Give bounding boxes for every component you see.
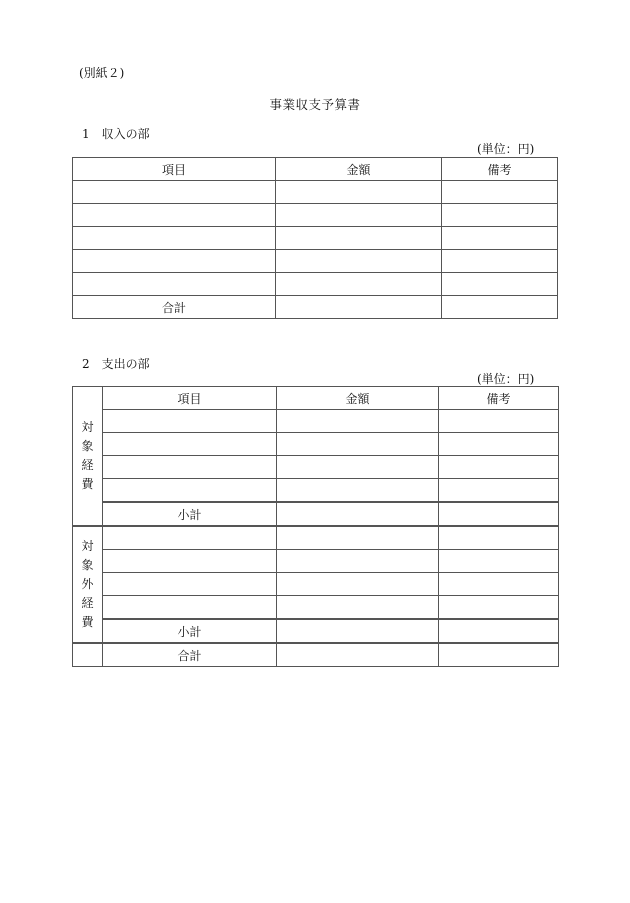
table-row bbox=[73, 479, 559, 503]
expense-remarks-cell[interactable] bbox=[439, 433, 559, 456]
income-header-row bbox=[73, 158, 558, 181]
expense-total-row bbox=[73, 643, 559, 667]
table-row bbox=[73, 596, 559, 620]
table-row bbox=[73, 526, 559, 550]
expense-item-cell[interactable] bbox=[103, 479, 277, 503]
income-header-amount: 金額 bbox=[276, 158, 442, 181]
table-row bbox=[73, 227, 558, 250]
table-row bbox=[73, 410, 559, 433]
expense-amount-cell[interactable] bbox=[277, 573, 439, 596]
income-item-cell[interactable] bbox=[73, 227, 276, 250]
income-item-cell[interactable] bbox=[73, 204, 276, 227]
category-char: 費 bbox=[81, 615, 94, 629]
income-header-item: 項目 bbox=[73, 158, 276, 181]
table-row bbox=[73, 181, 558, 204]
income-remarks-cell[interactable] bbox=[442, 204, 558, 227]
subtotal-remarks-cell[interactable] bbox=[439, 502, 559, 526]
expense-amount-cell[interactable] bbox=[277, 456, 439, 479]
income-header-remarks: 備考 bbox=[442, 158, 558, 181]
expense-header-item: 項目 bbox=[103, 387, 277, 410]
expense-remarks-cell[interactable] bbox=[439, 456, 559, 479]
subtotal-label: 小計 bbox=[103, 502, 277, 526]
income-total-label: 合計 bbox=[73, 296, 276, 319]
total-category-blank bbox=[73, 643, 103, 667]
income-remarks-cell[interactable] bbox=[442, 227, 558, 250]
expense-item-cell[interactable] bbox=[103, 433, 277, 456]
income-total-row bbox=[73, 296, 558, 319]
category-char: 外 bbox=[81, 577, 94, 591]
expense-total-amount-cell[interactable] bbox=[277, 643, 439, 667]
category-char: 経 bbox=[81, 458, 94, 472]
expense-remarks-cell[interactable] bbox=[439, 410, 559, 433]
income-total-remarks-cell[interactable] bbox=[442, 296, 558, 319]
expense-item-cell[interactable] bbox=[103, 573, 277, 596]
income-remarks-cell[interactable] bbox=[442, 181, 558, 204]
expense-total-label: 合計 bbox=[103, 643, 277, 667]
income-remarks-cell[interactable] bbox=[442, 273, 558, 296]
expense-header-amount: 金額 bbox=[277, 387, 439, 410]
expense-header-row bbox=[73, 387, 559, 410]
table-row bbox=[73, 204, 558, 227]
expense-remarks-cell[interactable] bbox=[439, 550, 559, 573]
income-unit-label: (単位：円) bbox=[477, 142, 535, 156]
category-char: 象 bbox=[81, 439, 94, 453]
expense-table bbox=[72, 386, 559, 667]
income-amount-cell[interactable] bbox=[276, 181, 442, 204]
expense-item-cell[interactable] bbox=[103, 410, 277, 433]
income-item-cell[interactable] bbox=[73, 250, 276, 273]
expense-subtotal-row-eligible bbox=[73, 502, 559, 526]
annex-label: (別紙２) bbox=[79, 66, 125, 80]
income-table bbox=[72, 157, 558, 319]
category-char: 費 bbox=[81, 477, 94, 491]
table-row bbox=[73, 550, 559, 573]
expense-amount-cell[interactable] bbox=[277, 479, 439, 503]
expense-header-remarks: 備考 bbox=[439, 387, 559, 410]
category-char: 象 bbox=[81, 558, 94, 572]
expense-item-cell[interactable] bbox=[103, 550, 277, 573]
table-row bbox=[73, 273, 558, 296]
income-amount-cell[interactable] bbox=[276, 204, 442, 227]
expense-remarks-cell[interactable] bbox=[439, 479, 559, 503]
expense-item-cell[interactable] bbox=[103, 456, 277, 479]
table-row bbox=[73, 573, 559, 596]
income-amount-cell[interactable] bbox=[276, 250, 442, 273]
table-row bbox=[73, 250, 558, 273]
document-title: 事業収支予算書 bbox=[269, 97, 361, 112]
expense-remarks-cell[interactable] bbox=[439, 596, 559, 620]
income-total-amount-cell[interactable] bbox=[276, 296, 442, 319]
income-item-cell[interactable] bbox=[73, 181, 276, 204]
expense-amount-cell[interactable] bbox=[277, 550, 439, 573]
table-row bbox=[73, 456, 559, 479]
expense-item-cell[interactable] bbox=[103, 596, 277, 620]
category-char: 対 bbox=[81, 539, 94, 553]
income-amount-cell[interactable] bbox=[276, 273, 442, 296]
expense-remarks-cell[interactable] bbox=[439, 526, 559, 550]
expense-item-cell[interactable] bbox=[103, 526, 277, 550]
subtotal-remarks-cell[interactable] bbox=[439, 619, 559, 643]
subtotal-amount-cell[interactable] bbox=[277, 502, 439, 526]
category-char: 対 bbox=[81, 420, 94, 434]
expense-category-ineligible bbox=[73, 526, 103, 643]
income-amount-cell[interactable] bbox=[276, 227, 442, 250]
expense-section-heading: 2 支出の部 bbox=[82, 357, 150, 371]
income-remarks-cell[interactable] bbox=[442, 250, 558, 273]
expense-category-eligible bbox=[73, 387, 103, 527]
expense-amount-cell[interactable] bbox=[277, 410, 439, 433]
expense-subtotal-row-ineligible bbox=[73, 619, 559, 643]
category-char: 経 bbox=[81, 596, 94, 610]
subtotal-amount-cell[interactable] bbox=[277, 619, 439, 643]
expense-amount-cell[interactable] bbox=[277, 433, 439, 456]
expense-amount-cell[interactable] bbox=[277, 596, 439, 620]
income-item-cell[interactable] bbox=[73, 273, 276, 296]
expense-unit-label: (単位：円) bbox=[477, 372, 535, 386]
income-section-heading: 1 収入の部 bbox=[82, 127, 150, 141]
expense-total-remarks-cell[interactable] bbox=[439, 643, 559, 667]
table-row bbox=[73, 433, 559, 456]
expense-remarks-cell[interactable] bbox=[439, 573, 559, 596]
expense-amount-cell[interactable] bbox=[277, 526, 439, 550]
subtotal-label: 小計 bbox=[103, 619, 277, 643]
